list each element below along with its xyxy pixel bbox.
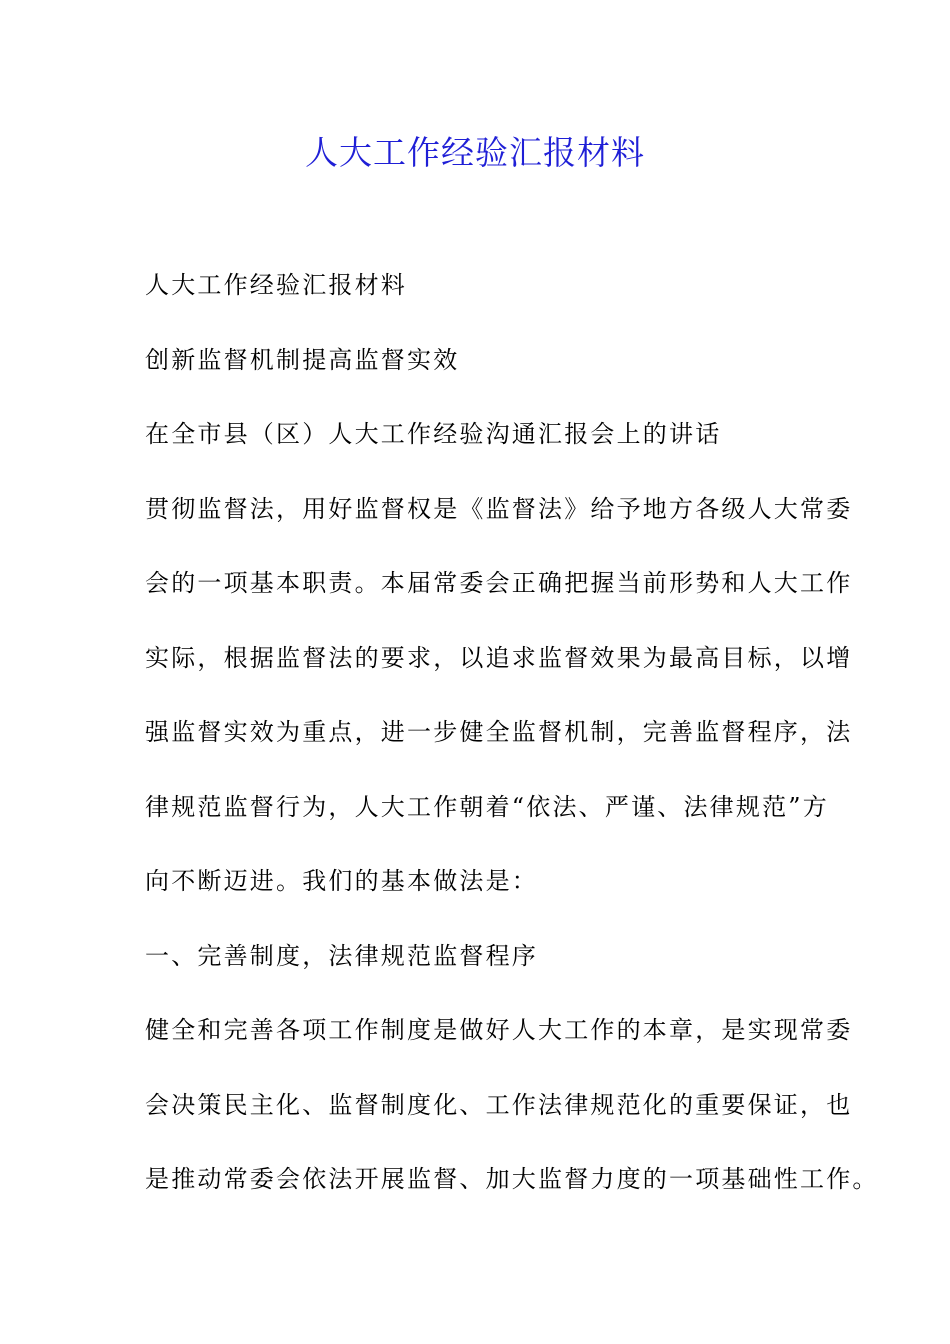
text-line: 在全市县（区）人大工作经验沟通汇报会上的讲话 <box>145 420 722 448</box>
text-line: 健全和完善各项工作制度是做好人大工作的本章，是实现常委 <box>145 1016 853 1044</box>
text-line: 人大工作经验汇报材料 <box>145 271 407 299</box>
text-line: 律规范监督行为，人大工作朝着“依法、严谨、法律规范”方 <box>145 792 829 821</box>
document-title: 人大工作经验汇报材料 <box>305 133 645 172</box>
text-line: 向不断迈进。我们的基本做法是： <box>145 867 538 895</box>
text-line: 强监督实效为重点，进一步健全监督机制，完善监督程序，法 <box>145 718 853 746</box>
text-line: 会决策民主化、监督制度化、工作法律规范化的重要保证，也 <box>145 1090 853 1119</box>
text-line: 一、完善制度，法律规范监督程序 <box>145 941 538 970</box>
text-line: 会的一项基本职责。本届常委会正确把握当前形势和人大工作 <box>145 569 853 597</box>
text-line: 创新监督机制提高监督实效 <box>145 345 460 374</box>
document-body <box>145 262 879 1231</box>
text-line: 实际，根据监督法的要求，以追求监督效果为最高目标，以增 <box>145 643 853 672</box>
text-line: 是推动常委会依法开展监督、加大监督力度的一项基础性工作。 <box>145 1165 879 1193</box>
text-line: 贯彻监督法，用好监督权是《监督法》给予地方各级人大常委 <box>145 494 853 523</box>
